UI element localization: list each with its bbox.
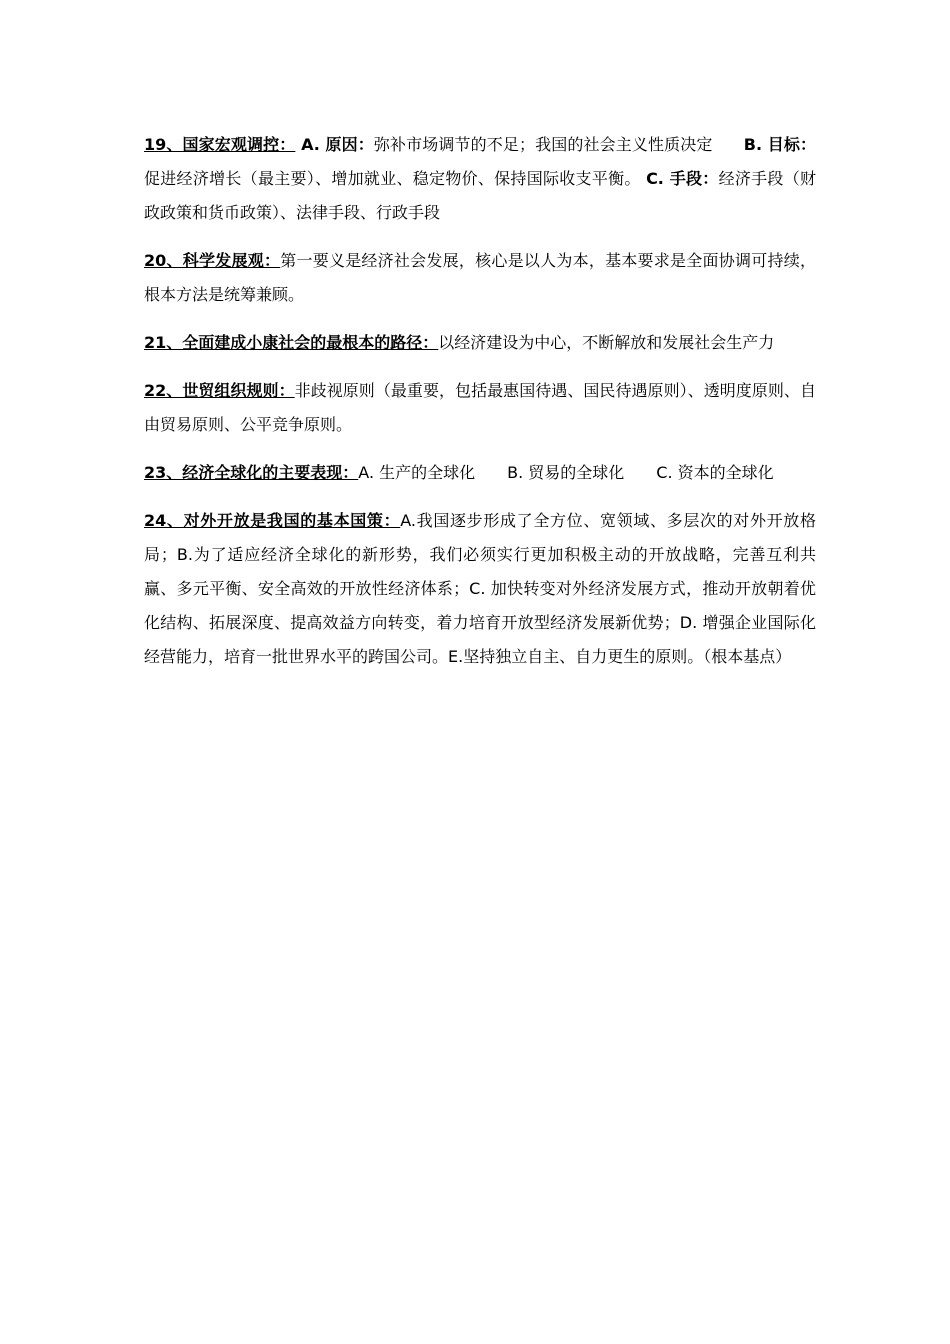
item-22-heading: 22、世贸组织规则： [144,381,295,400]
item-20-text: 第一要义是经济社会发展，核心是以人为本，基本要求是全面协调可持续，根本方法是统筹兼顾。 [144,251,816,304]
item-19-reason-label: A. 原因： [295,135,374,154]
item-21-text: 以经济建设为中心，不断解放和发展社会生产力 [438,333,775,352]
item-19-goal-text: 促进经济增长（最主要）、增加就业、稳定物价、保持国际收支平衡。 [144,169,641,188]
item-19-means-label: C. 手段： [646,169,719,188]
item-23-heading: 23、经济全球化的主要表现： [144,463,359,482]
document-page [144,128,816,688]
item-19-heading: 19、国家宏观调控： [144,135,296,154]
item-23-text: A. 生产的全球化 B. 贸易的全球化 C. 资本的全球化 [358,463,774,482]
item-19-means-text: 经济手段（财政政策和货币政策）、法律手段、行政手段 [144,169,816,222]
item-19-goal-label: B. 目标： [743,135,816,154]
item-19-reason-text: 弥补市场调节的不足；我国的社会主义性质决定 [373,135,713,154]
item-23 [144,456,816,490]
item-22-text: 非歧视原则（最重要，包括最惠国待遇、国民待遇原则）、透明度原则、自由贸易原则、公平竞争原则。 [144,381,816,434]
item-22 [144,374,816,442]
item-21 [144,326,816,360]
item-20 [144,244,816,312]
item-21-heading: 21、全面建成小康社会的最根本的路径： [144,333,439,352]
item-24-text: A.我国逐步形成了全方位、宽领域、多层次的对外开放格局；B.为了适应经济全球化的新形势，我们必须实行更加积极主动的开放战略，完善互利共赢、多元平衡、安全高效的开放性经济体系；C. 加快转变对外经济发展方式，推动开放朝着优化结构、拓展深度、提高效益方向转变，着力培育开放型经济发展新优势；D. 增强企业国际化经营能力，培育一批世界水平的跨国公司。E.坚持独立自主、自力更生的原则。（根本基点） [144,511,816,666]
item-24-heading: 24、对外开放是我国的基本国策： [144,511,401,530]
item-24 [144,504,816,674]
item-19 [144,128,816,230]
item-20-heading: 20、科学发展观： [144,251,281,270]
